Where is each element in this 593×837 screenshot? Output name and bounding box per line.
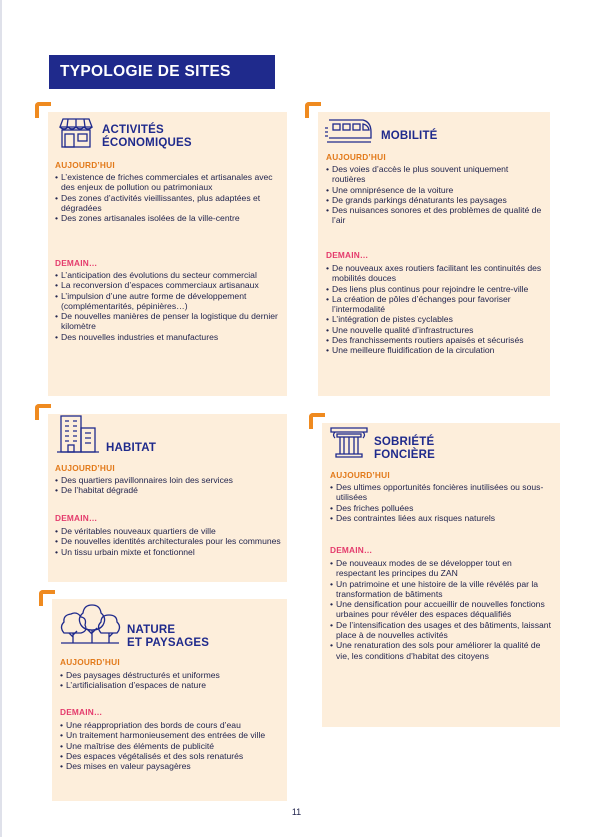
list-item: • Des liens plus continus pour rejoindre le centre-ville <box>326 284 544 294</box>
list-item: • L’intégration de pistes cyclables <box>326 314 544 324</box>
list-item: • Une densification pour accueillir de nouvelles fonctions urbaines pour révéler des espaces déqualifiés <box>330 599 554 620</box>
tomorrow-label: DEMAIN… <box>60 707 103 717</box>
list-item: • Une renaturation des sols pour améliorer la qualité de vie, les conditions d’habitat des citoyens <box>330 640 554 661</box>
card-activites-economiques <box>48 112 287 396</box>
list-item: • Un tissu urbain mixte et fonctionnel <box>55 547 281 557</box>
list-item: • L’existence de friches commerciales et artisanales avec des enjeux de pollution ou patrimoniaux <box>55 172 281 193</box>
list-item: • Des paysages déstructurés et uniformes <box>60 670 282 680</box>
list-item: • De l’intensification des usages et des bâtiments, laissant place à de nouvelles activités <box>330 620 554 641</box>
today-list <box>55 172 281 223</box>
today-list <box>326 164 544 226</box>
list-item: • De l’habitat dégradé <box>55 485 281 495</box>
list-item: • L’anticipation des évolutions du secteur commercial <box>55 270 281 280</box>
tomorrow-label: DEMAIN… <box>330 545 373 555</box>
list-item: • Des ultimes opportunités foncières inutilisées ou sous-utilisées <box>330 482 554 503</box>
list-item: • Des voies d’accès le plus souvent uniquement routières <box>326 164 544 185</box>
tomorrow-list <box>326 263 544 356</box>
list-item: • Des zones d’activités vieillissantes, plus adaptées et dégradées <box>55 193 281 214</box>
list-item: • De nouvelles identités architecturales pour les communes <box>55 536 281 546</box>
today-label: AUJOURD’HUI <box>330 470 390 480</box>
card-corner-accent <box>305 102 321 118</box>
list-item: • Des nouvelles industries et manufactures <box>55 332 281 342</box>
train-icon <box>325 116 373 146</box>
list-item: • L’artificialisation d’espaces de nature <box>60 680 282 690</box>
list-item: • Une meilleure fluidification de la circulation <box>326 345 544 355</box>
today-label: AUJOURD’HUI <box>60 657 120 667</box>
page-title-banner <box>50 56 274 88</box>
list-item: • L’impulsion d’une autre forme de développement (complémentarités, pépinières…) <box>55 291 281 312</box>
card-corner-accent <box>39 590 55 606</box>
list-item: • Une omniprésence de la voiture <box>326 185 544 195</box>
card-title: SOBRIÉTÉ FONCIÈRE <box>374 436 436 461</box>
card-title: NATURE ET PAYSAGES <box>127 624 210 649</box>
list-item: • De nouveaux axes routiers facilitant les continuités des mobilités douces <box>326 263 544 284</box>
tomorrow-list <box>60 720 282 771</box>
tomorrow-label: DEMAIN… <box>55 258 98 268</box>
today-label: AUJOURD’HUI <box>326 152 386 162</box>
tomorrow-label: DEMAIN… <box>326 250 369 260</box>
tomorrow-label: DEMAIN… <box>55 513 98 523</box>
today-label: AUJOURD’HUI <box>55 463 115 473</box>
list-item: • De grands parkings dénaturants les paysages <box>326 195 544 205</box>
card-title: ACTIVITÉS ÉCONOMIQUES <box>102 124 192 149</box>
list-item: • De nouveaux modes de se développer tout en respectant les principes du ZAN <box>330 558 554 579</box>
list-item: • Des friches polluées <box>330 503 554 513</box>
list-item: • Des franchissements routiers apaisés et sécurisés <box>326 335 544 345</box>
list-item: • Des nuisances sonores et des problèmes de qualité de l’air <box>326 205 544 226</box>
card-title: HABITAT <box>106 442 157 454</box>
tomorrow-list <box>55 270 281 342</box>
shop-icon <box>56 117 96 149</box>
card-title: MOBILITÉ <box>381 130 438 142</box>
page-edge <box>0 0 2 837</box>
list-item: • De nouvelles manières de penser la logistique du dernier kilomètre <box>55 311 281 332</box>
list-item: • Une nouvelle qualité d’infrastructures <box>326 325 544 335</box>
tomorrow-list <box>330 558 554 661</box>
today-list <box>60 670 282 691</box>
building-icon <box>57 414 99 454</box>
today-label: AUJOURD’HUI <box>55 160 115 170</box>
card-corner-accent <box>35 102 51 118</box>
trees-icon <box>59 603 121 645</box>
card-corner-accent <box>309 413 325 429</box>
card-corner-accent <box>35 404 51 420</box>
list-item: • Une maîtrise des éléments de publicité <box>60 741 282 751</box>
tomorrow-list <box>55 526 281 557</box>
list-item: • La reconversion d’espaces commerciaux artisanaux <box>55 280 281 290</box>
today-list <box>55 475 281 496</box>
list-item: • Des zones artisanales isolées de la ville-centre <box>55 213 281 223</box>
list-item: • Une réappropriation des bords de cours d’eau <box>60 720 282 730</box>
list-item: • Des quartiers pavillonnaires loin des services <box>55 475 281 485</box>
list-item: • Des mises en valeur paysagères <box>60 761 282 771</box>
list-item: • De véritables nouveaux quartiers de ville <box>55 526 281 536</box>
list-item: • Des espaces végétalisés et des sols renaturés <box>60 751 282 761</box>
list-item: • Des contraintes liées aux risques naturels <box>330 513 554 523</box>
list-item: • La création de pôles d’échanges pour favoriser l’intermodalité <box>326 294 544 315</box>
page-title: TYPOLOGIE DE SITES <box>60 63 231 80</box>
column-icon <box>329 425 369 459</box>
today-list <box>330 482 554 523</box>
list-item: • Un patrimoine et une histoire de la ville révélés par la transformation de bâtiments <box>330 579 554 600</box>
page-number: 11 <box>291 807 302 817</box>
list-item: • Un traitement harmonieusement des entrées de ville <box>60 730 282 740</box>
